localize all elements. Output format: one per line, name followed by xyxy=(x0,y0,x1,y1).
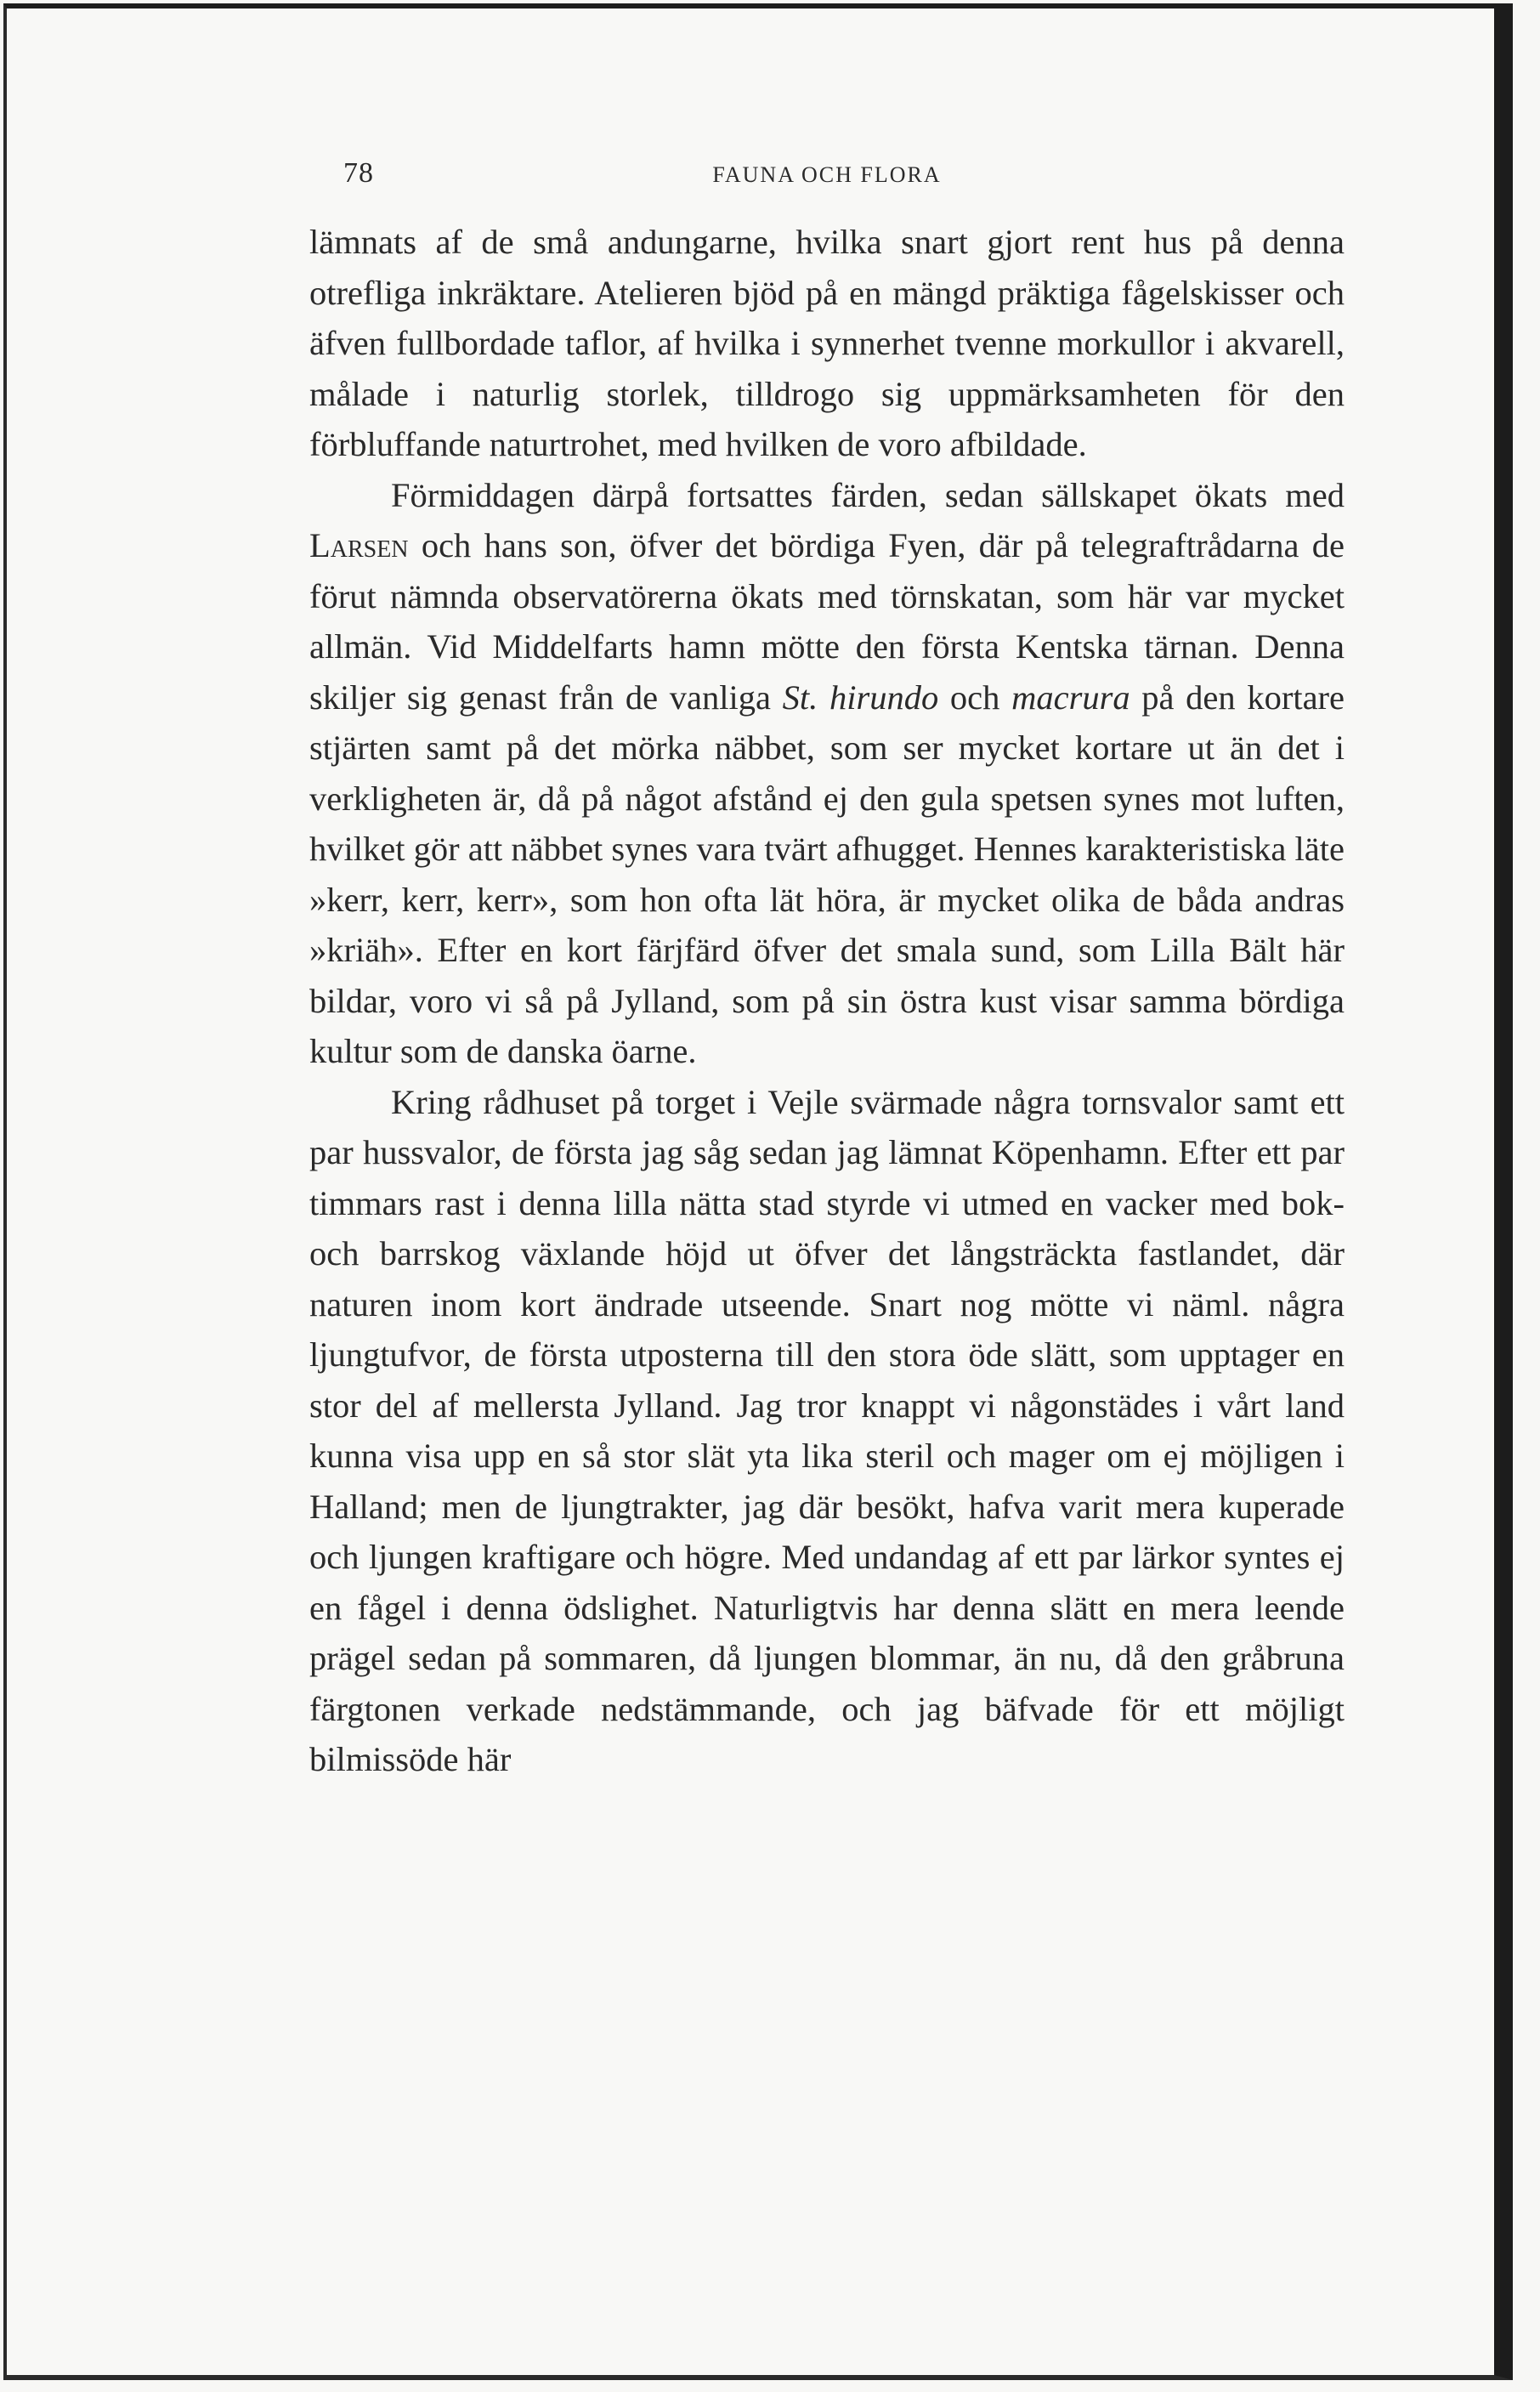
paragraph-2-text: och hans son, öfver det bördiga Fyen, där på telegraftrådarna de förut nämnda observatörerna ökats med törnskatan, som här var mycket allmän. Vid Middelfarts hamn mötte den första Kentska tärnan. Denna skiljer sig genast från de vanliga xyxy=(309,526,1345,717)
page-title: FAUNA OCH FLORA xyxy=(712,162,942,187)
body-text xyxy=(309,217,1345,1785)
paragraph-3: Kring rådhuset på torget i Vejle svärmade några tornsvalor samt ett par hussvalor, de första jag såg sedan jag lämnat Köpenhamn. Efter ett par timmars rast i denna lilla nätta stad styrde vi utmed en vacker med bok- och barrskog växlande höjd ut öfver det långsträckta fastlandet, där naturen inom kort ändrade utseende. Snart nog mötte vi näml. några ljungtufvor, de första utposterna till den stora öde slätt, som upptager en stor del af mellersta Jylland. Jag tror knappt vi någonstädes i vårt land kunna visa upp en så stor slät yta lika steril och mager om ej möjligen i Halland; men de ljungtrakter, jag där besökt, hafva varit mera kuperade och ljungen kraftigare och högre. Med undandag af ett par lärkor syntes ej en fågel i denna ödslighet. Naturligtvis har denna slätt en mera leende prägel sedan på sommaren, då ljungen blommar, än nu, då den gråbruna färgtonen verkade nedstämmande, och jag bäfvade för ett möjligt bilmissöde här xyxy=(309,1082,1345,1778)
paragraph-2-text: och xyxy=(938,677,1012,717)
page-number: 78 xyxy=(343,157,374,189)
species-name-hirundo: St. hirundo xyxy=(782,677,939,717)
book-page xyxy=(309,157,1345,1785)
person-name-larsen: Larsen xyxy=(309,526,409,564)
paragraph-2-text: på den kortare stjärten samt på det mörka näbbet, som ser mycket kortare ut än det i verkligheten är, då på något afstånd ej den gula spetsen synes mot luften, hvilket gör att näbbet synes vara tvärt afhugget. Hennes karakteristiska läte »kerr, kerr, kerr», som hon ofta lät höra, är mycket olika de båda andras »kriäh». Efter en kort färjfärd öfver det smala sund, som Lilla Bält här bildar, voro vi så på Jylland, som på sin östra kust visar samma bördiga kultur som de danska öarne. xyxy=(309,677,1345,1070)
paragraph-2 xyxy=(309,470,1345,1077)
species-name-macrura: macrura xyxy=(1011,677,1130,717)
paragraph-2-text: Förmiddagen därpå fortsattes färden, sedan sällskapet ökats med xyxy=(391,475,1345,514)
paragraph-1: lämnats af de små andungarne, hvilka snart gjort rent hus på denna otrefliga inkräktare. Atelieren bjöd på en mängd präktiga fågelskisser och äfven fullbordade taflor, af hvilka i synnerhet tvenne morkullor i akvarell, målade i naturlig storlek, tilldrogo sig uppmärksamheten för den förbluffande naturtrohet, med hvilken de voro afbildade. xyxy=(309,223,1345,463)
running-head xyxy=(309,157,1345,205)
